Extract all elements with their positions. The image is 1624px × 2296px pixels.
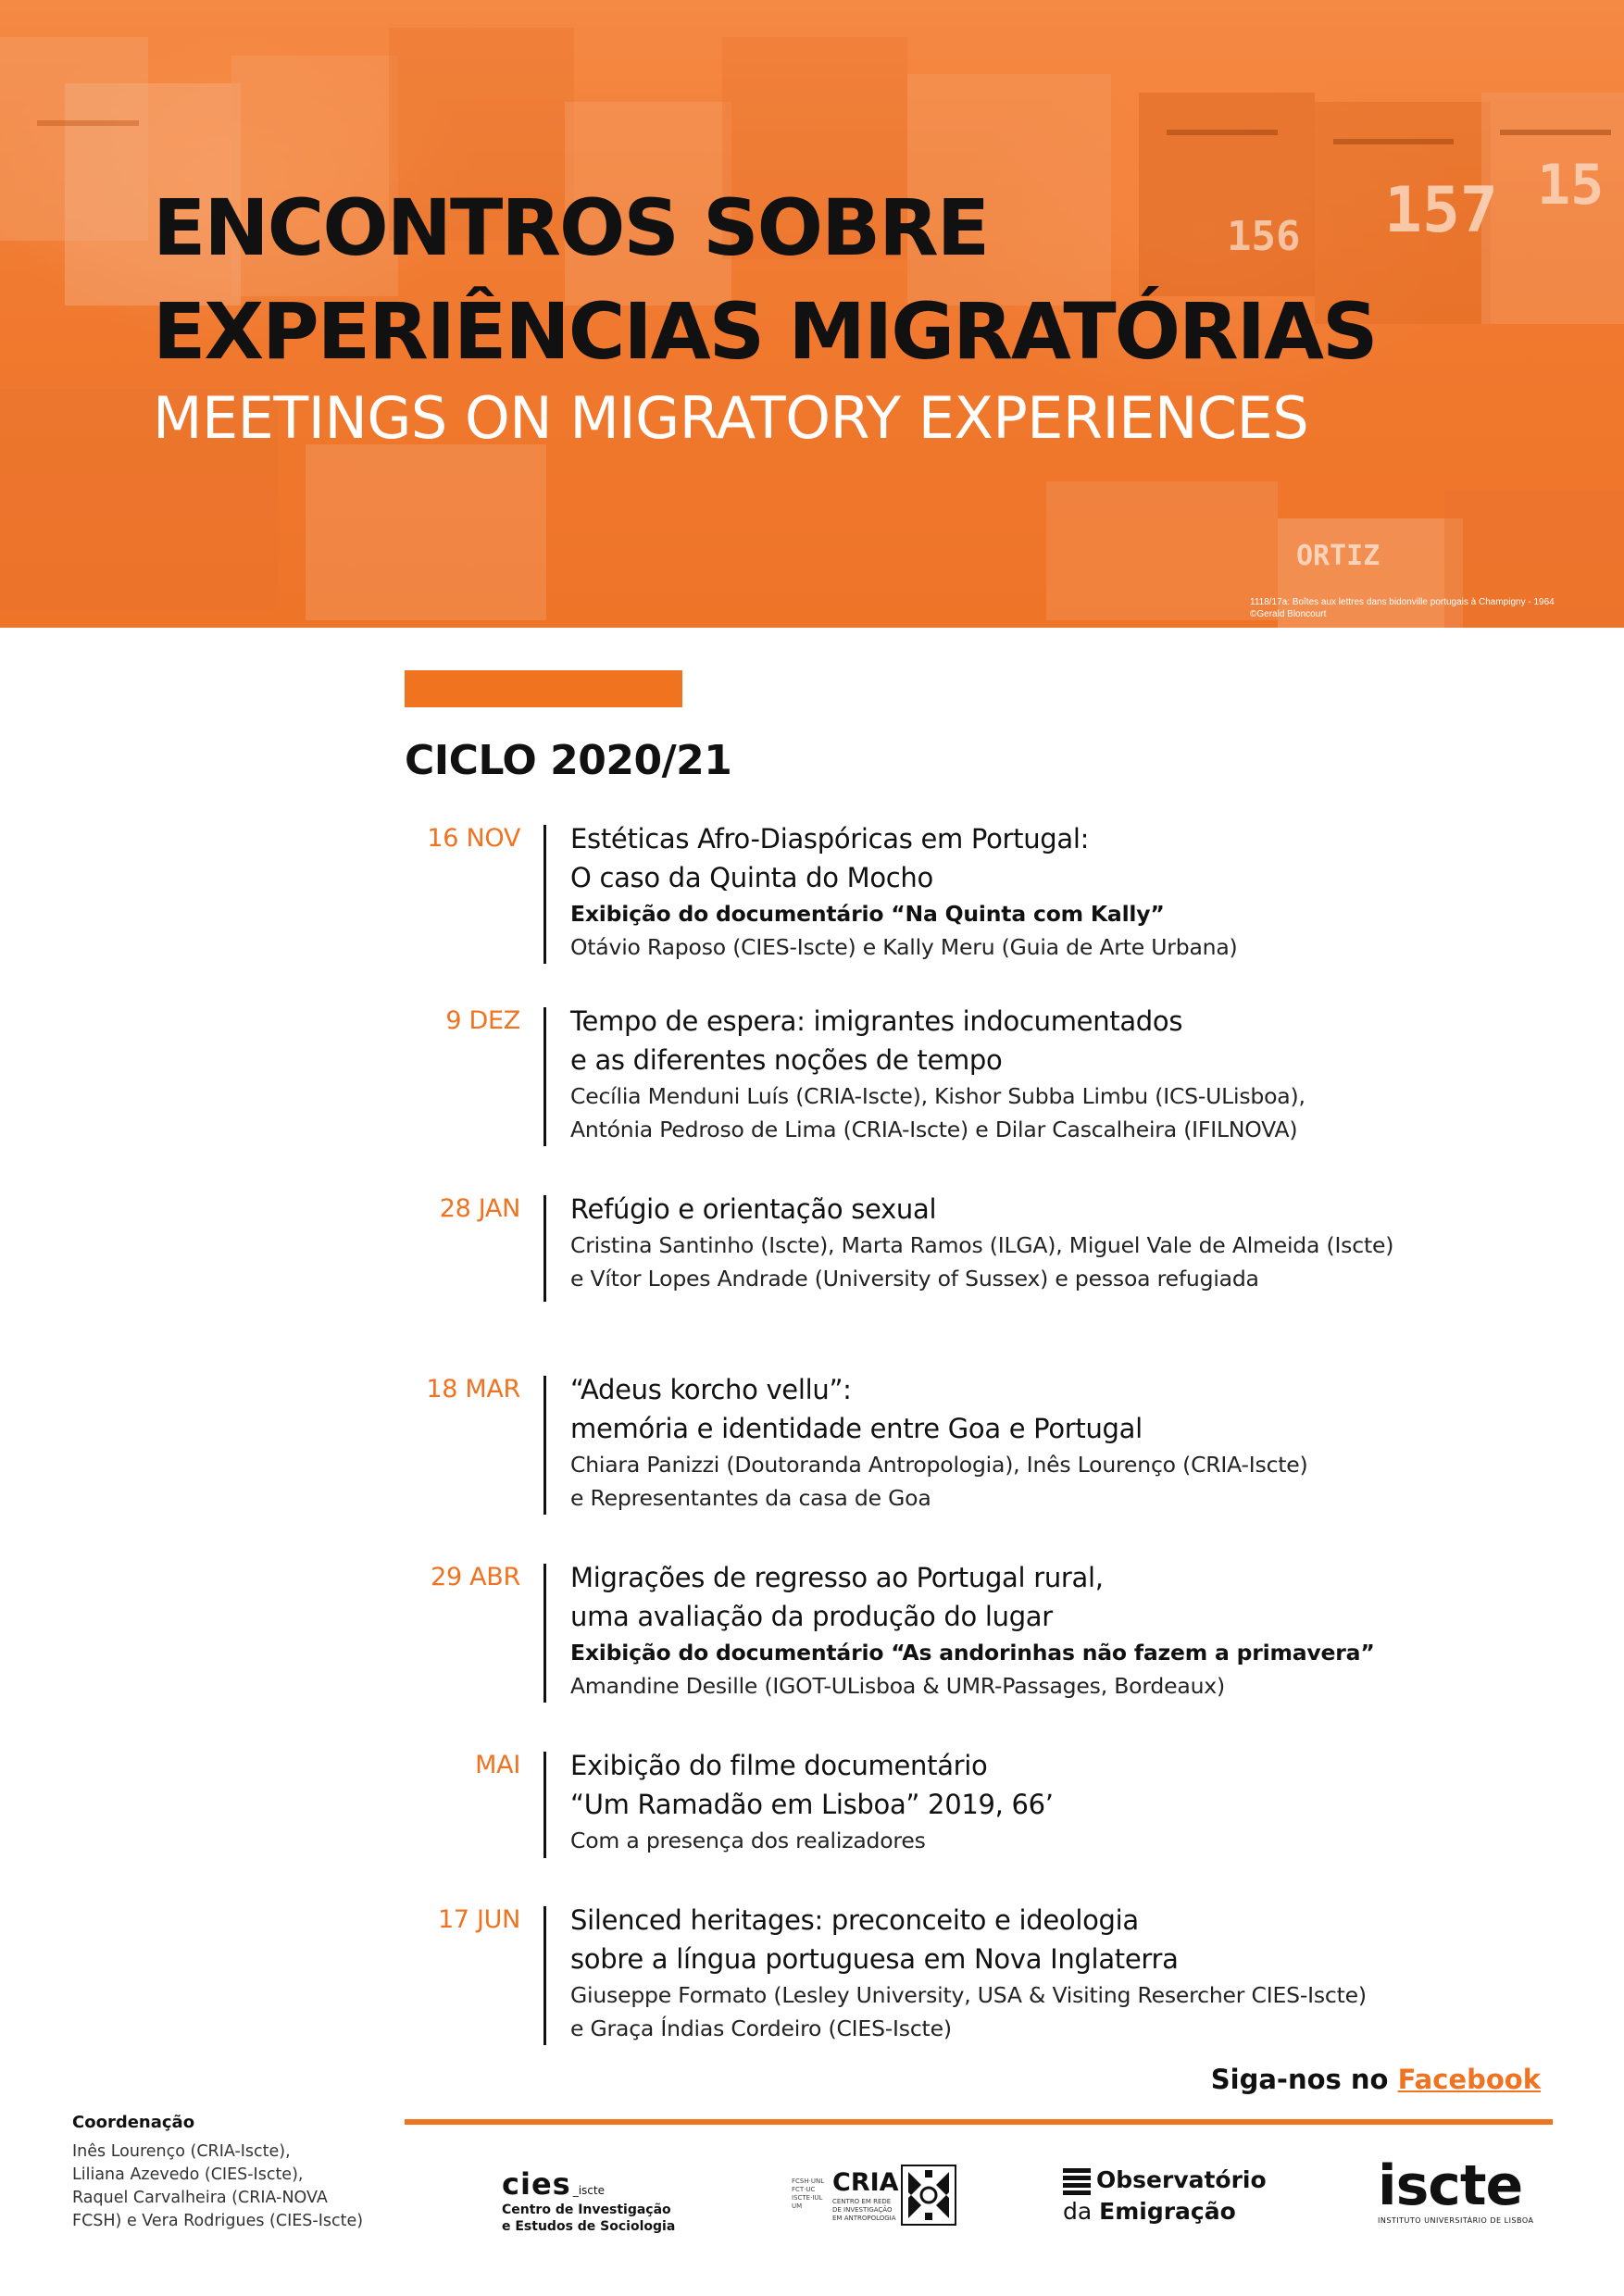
event-people: Cristina Santinho (Iscte), Marta Ramos (ILGA), Miguel Vale de Almeida (Iscte) bbox=[570, 1232, 1394, 1258]
follow-us bbox=[1211, 2061, 1541, 2098]
event-divider bbox=[543, 1906, 546, 2045]
footer-divider bbox=[405, 2119, 1553, 2125]
event-date: MAI bbox=[475, 1751, 520, 1779]
coordination-label: Coordenação bbox=[72, 2113, 195, 2132]
cria-pattern-icon bbox=[901, 2165, 956, 2226]
cria-wordmark: CRIA bbox=[832, 2168, 899, 2197]
cria-logo bbox=[792, 2165, 958, 2229]
event-title-line: “Um Ramadão em Lisboa” 2019, 66’ bbox=[570, 1789, 1054, 1820]
event-date: 17 JUN bbox=[437, 1905, 520, 1934]
event-body bbox=[570, 1370, 1552, 1515]
coordination-people bbox=[72, 2140, 406, 2233]
event-divider bbox=[543, 825, 546, 964]
svg-text:156: 156 bbox=[1227, 213, 1301, 260]
event-people: Amandine Desille (IGOT-ULisboa & UMR-Passages, Bordeaux) bbox=[570, 1673, 1225, 1699]
cies-wordmark: cies bbox=[502, 2166, 571, 2202]
photo-credit bbox=[1250, 596, 1555, 620]
event-body bbox=[570, 1002, 1552, 1146]
cies-suffix: _iscte bbox=[572, 2184, 605, 2197]
cycle-title: CICLO 2020/21 bbox=[405, 737, 732, 784]
event-people: Chiara Panizzi (Doutoranda Antropologia), Inês Lourenço (CRIA-Iscte) bbox=[570, 1452, 1308, 1478]
cria-partner: ISCTE·IUL bbox=[792, 2194, 823, 2202]
title-line: ENCONTROS SOBRE bbox=[153, 182, 989, 273]
event-title-line: memória e identidade entre Goa e Portugal bbox=[570, 1413, 1143, 1444]
cria-desc-line: CENTRO EM REDE bbox=[832, 2198, 892, 2205]
coordination-line: Inês Lourenço (CRIA-Iscte), bbox=[72, 2142, 291, 2161]
event-title-line: uma avaliação da produção do lugar bbox=[570, 1601, 1053, 1632]
event-people: Antónia Pedroso de Lima (CRIA-Iscte) e Dilar Cascalheira (IFILNOVA) bbox=[570, 1117, 1298, 1142]
cies-desc-line: e Estudos de Sociologia bbox=[502, 2219, 676, 2234]
event-people: e Vítor Lopes Andrade (University of Sussex) e pessoa refugiada bbox=[570, 1266, 1259, 1292]
event-title-line: O caso da Quinta do Mocho bbox=[570, 862, 933, 893]
cria-partner: FCT·UC bbox=[792, 2186, 816, 2193]
event-divider bbox=[543, 1007, 546, 1146]
event-body bbox=[570, 819, 1552, 964]
cies-logo bbox=[502, 2166, 687, 2235]
event-detail: Exibição do documentário “As andorinhas não fazem a primavera” bbox=[570, 1640, 1375, 1666]
cria-partner: UM bbox=[792, 2202, 803, 2210]
event-title-line: Refúgio e orientação sexual bbox=[570, 1193, 937, 1225]
svg-text:ORTIZ: ORTIZ bbox=[1296, 540, 1380, 572]
cria-desc-line: DE INVESTIGAÇÃO bbox=[832, 2206, 893, 2214]
event-date: 18 MAR bbox=[426, 1375, 520, 1404]
accent-bar bbox=[405, 670, 682, 707]
event-title-line: e as diferentes noções de tempo bbox=[570, 1044, 1003, 1076]
event-divider bbox=[543, 1195, 546, 1302]
svg-text:15: 15 bbox=[1537, 153, 1605, 218]
observatorio-line1: Observatório bbox=[1096, 2166, 1267, 2193]
event-people: Com a presença dos realizadores bbox=[570, 1828, 926, 1853]
observatorio-line2-prefix: da bbox=[1063, 2198, 1100, 2225]
event-people: Otávio Raposo (CIES-Iscte) e Kally Meru (Guia de Arte Urbana) bbox=[570, 934, 1238, 960]
event-people: Giuseppe Formato (Lesley University, USA & Visiting Resercher CIES-Iscte) bbox=[570, 1982, 1367, 2008]
hero-banner bbox=[0, 0, 1624, 628]
event-divider bbox=[543, 1564, 546, 1703]
event-date: 16 NOV bbox=[427, 824, 520, 853]
observatorio-logo bbox=[1063, 2166, 1285, 2231]
observatorio-mark-icon bbox=[1063, 2168, 1091, 2196]
event-body bbox=[570, 1746, 1552, 1857]
event-title-line: Migrações de regresso ao Portugal rural, bbox=[570, 1562, 1104, 1593]
credit-line: 1118/17a: Boîtes aux lettres dans bidonville portugais à Champigny - 1964 bbox=[1250, 597, 1555, 607]
cria-desc bbox=[832, 2198, 906, 2223]
event-title-line: Silenced heritages: preconceito e ideologia bbox=[570, 1904, 1139, 1936]
event-divider bbox=[543, 1752, 546, 1858]
iscte-subtitle: INSTITUTO UNIVERSITÁRIO DE LISBOA bbox=[1378, 2216, 1534, 2225]
event-body bbox=[570, 1901, 1552, 2045]
coordination-line: FCSH) e Vera Rodrigues (CIES-Iscte) bbox=[72, 2212, 364, 2230]
event-divider bbox=[543, 1376, 546, 1515]
coordination-line: Liliana Azevedo (CIES-Iscte), bbox=[72, 2165, 304, 2184]
svg-text:157: 157 bbox=[1384, 174, 1498, 247]
iscte-logo bbox=[1378, 2153, 1554, 2231]
cria-desc-line: EM ANTROPOLOGIA bbox=[832, 2215, 896, 2222]
event-body bbox=[570, 1190, 1552, 1295]
iscte-wordmark: iscte bbox=[1378, 2153, 1523, 2218]
event-date: 9 DEZ bbox=[445, 1006, 520, 1035]
event-date: 29 ABR bbox=[431, 1563, 520, 1591]
event-people: e Graça Índias Cordeiro (CIES-Iscte) bbox=[570, 2015, 952, 2041]
follow-prefix: Siga-nos no bbox=[1210, 2064, 1398, 2095]
event-date: 28 JAN bbox=[439, 1194, 520, 1223]
event-title-line: Estéticas Afro-Diaspóricas em Portugal: bbox=[570, 823, 1090, 855]
event-body bbox=[570, 1558, 1552, 1703]
event-title-line: sobre a língua portuguesa em Nova Inglaterra bbox=[570, 1943, 1179, 1975]
event-title-line: “Adeus korcho vellu”: bbox=[570, 1374, 852, 1405]
event-people: Cecília Menduni Luís (CRIA-Iscte), Kishor Subba Limbu (ICS-ULisboa), bbox=[570, 1083, 1305, 1109]
observatorio-line2 bbox=[1063, 2198, 1236, 2225]
observatorio-line2-bold: Emigração bbox=[1099, 2198, 1236, 2225]
cies-desc-line: Centro de Investigação bbox=[502, 2202, 671, 2217]
event-people: e Representantes da casa de Goa bbox=[570, 1485, 931, 1511]
event-detail: Exibição do documentário “Na Quinta com Kally” bbox=[570, 901, 1165, 927]
cria-partners bbox=[792, 2177, 829, 2211]
event-title-line: Tempo de espera: imigrantes indocumentados bbox=[570, 1005, 1183, 1037]
cria-partner: FCSH·UNL bbox=[792, 2177, 825, 2185]
event-title-line: Exibição do filme documentário bbox=[570, 1750, 988, 1781]
credit-line: ©Gerald Bloncourt bbox=[1250, 609, 1327, 619]
facebook-link[interactable]: Facebook bbox=[1397, 2064, 1541, 2095]
title-line: EXPERIÊNCIAS MIGRATÓRIAS bbox=[153, 286, 1377, 377]
coordination-line: Raquel Carvalheira (CRIA-NOVA bbox=[72, 2189, 328, 2207]
poster-title bbox=[153, 176, 1376, 383]
poster-subtitle: MEETINGS ON MIGRATORY EXPERIENCES bbox=[153, 384, 1309, 452]
